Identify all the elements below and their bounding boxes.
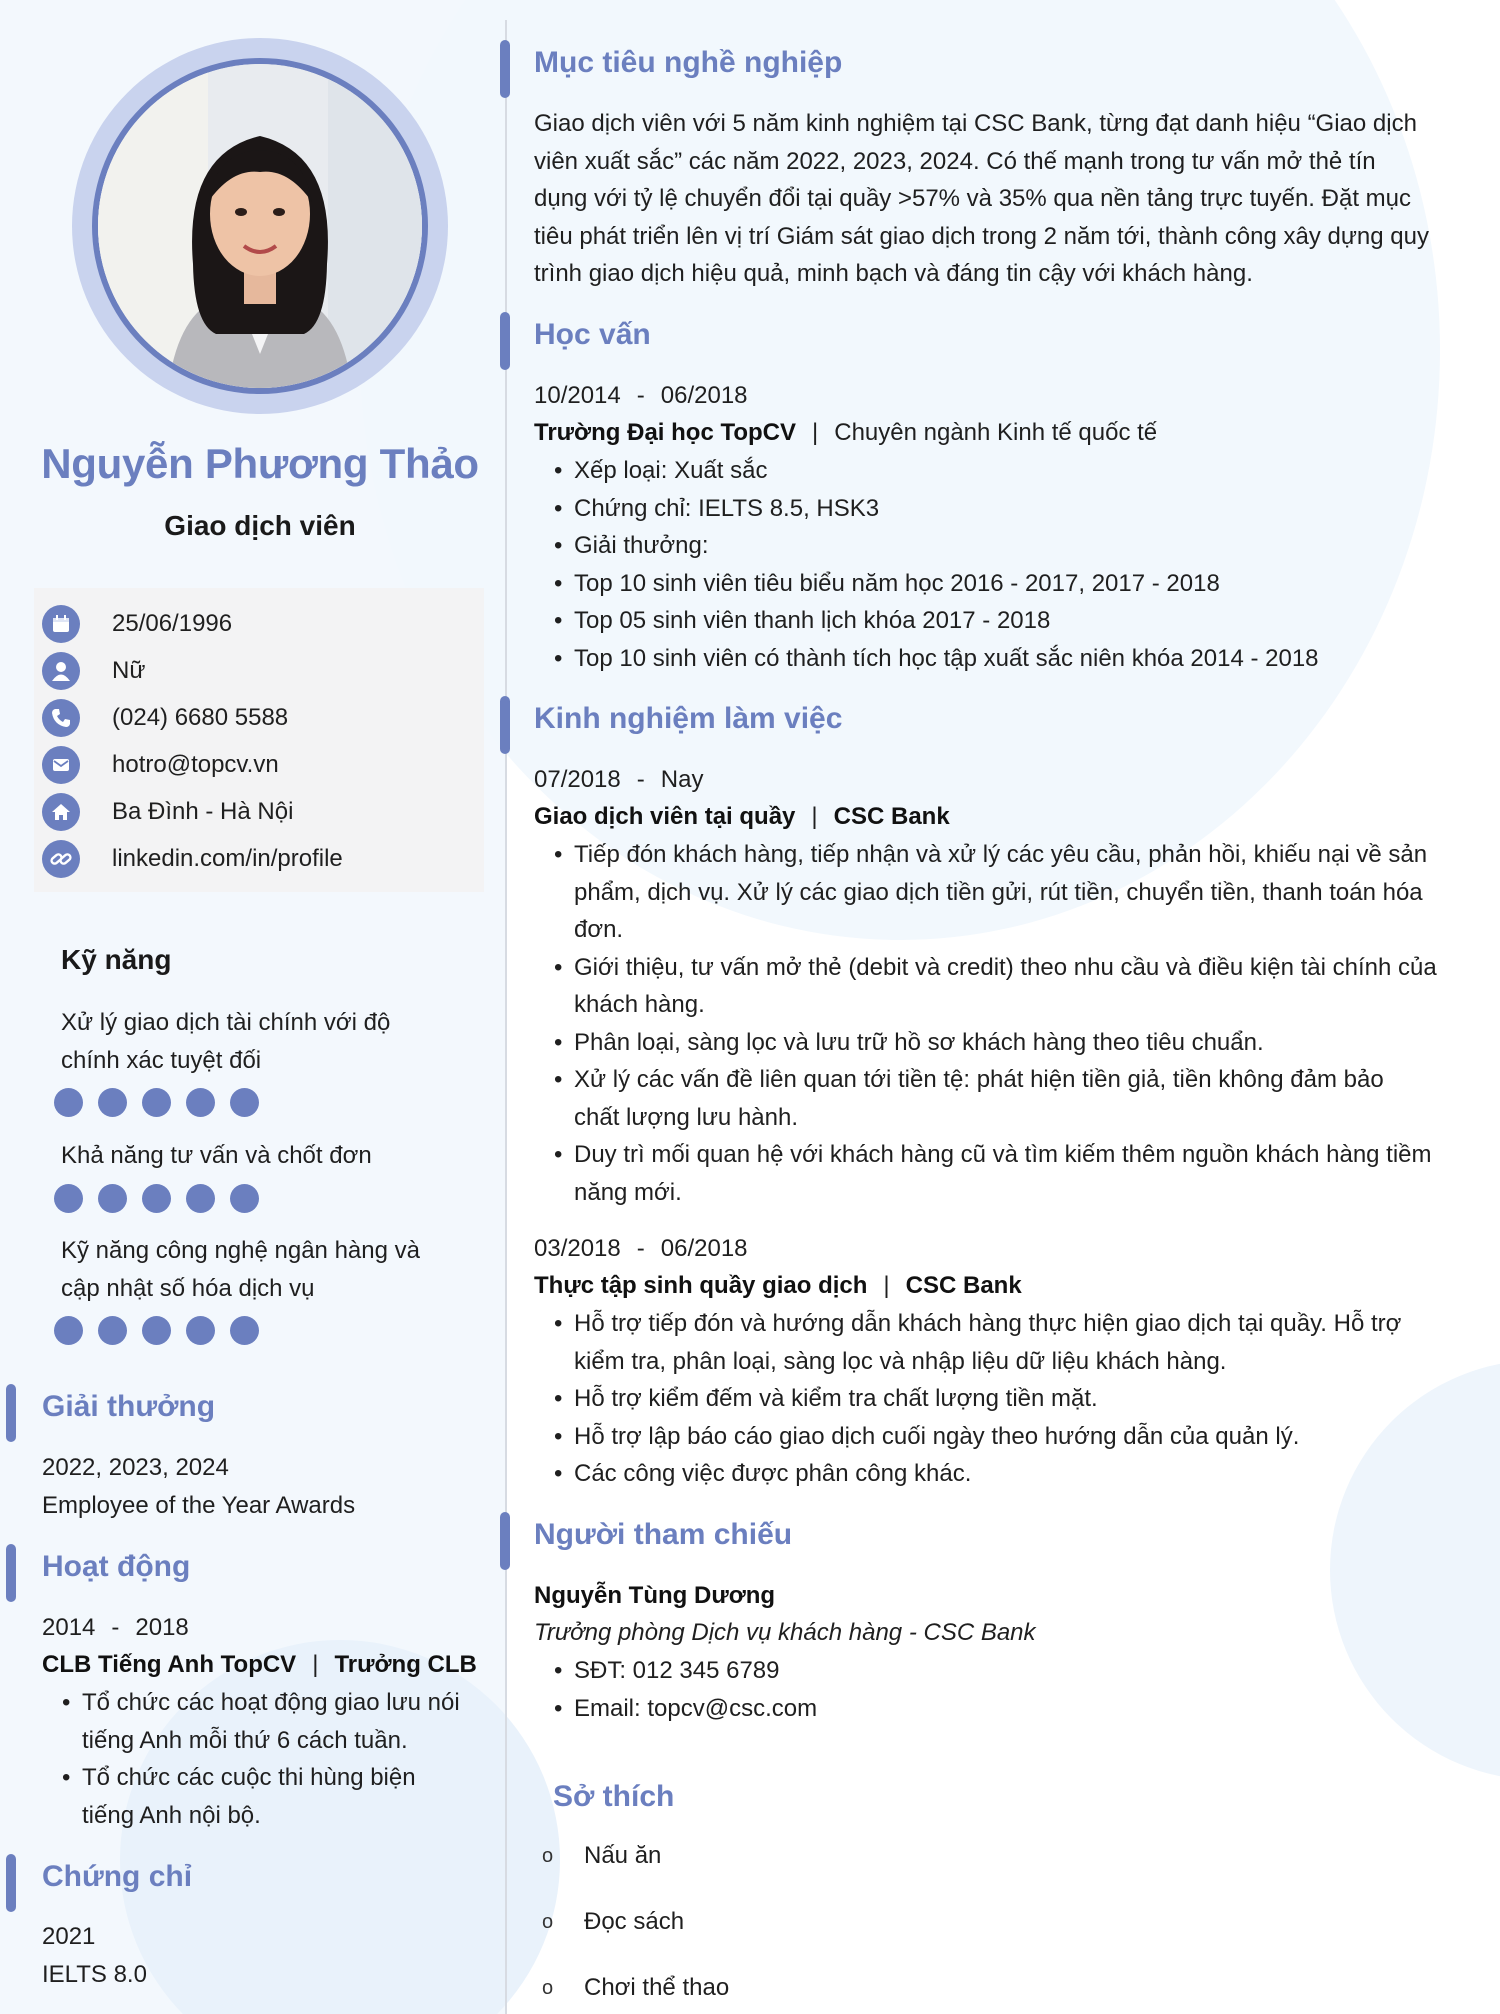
job-bullets bbox=[554, 836, 1457, 1211]
education-dates: 10/2014 - 06/2018 bbox=[534, 382, 748, 409]
section-marker bbox=[500, 1512, 510, 1570]
contact-text: linkedin.com/in/profile bbox=[112, 845, 343, 872]
contact-item-gender bbox=[42, 651, 482, 691]
rating-dot bbox=[142, 1088, 171, 1117]
email-icon bbox=[42, 746, 80, 784]
profile-photo bbox=[98, 64, 422, 388]
candidate-name: Nguyễn Phương Thảo bbox=[41, 440, 479, 487]
section-marker bbox=[6, 1384, 16, 1442]
award-item bbox=[42, 1449, 355, 1525]
job-heading: Giao dịch viên tại quầy | CSC Bank bbox=[534, 803, 950, 830]
contact-item-linkedin[interactable] bbox=[42, 839, 482, 879]
rating-dot bbox=[142, 1184, 171, 1213]
rating-dot bbox=[186, 1088, 215, 1117]
contact-info bbox=[34, 588, 484, 892]
calendar-icon bbox=[42, 605, 80, 643]
list-item: • Email: topcv@csc.com bbox=[554, 1690, 1457, 1728]
award-name: Employee of the Year Awards bbox=[42, 1492, 356, 1519]
certificate-name: IELTS 8.0 bbox=[42, 1961, 147, 1988]
rating-dot bbox=[230, 1316, 259, 1345]
contact-text: hotro@topcv.vn bbox=[112, 751, 279, 778]
skill-name: Xử lý giao dịch tài chính với độ chính xác tuyệt đối bbox=[61, 1009, 391, 1074]
hobbies-title: Sở thích bbox=[553, 1780, 675, 1813]
skill-rating bbox=[54, 1316, 259, 1345]
rating-dot bbox=[54, 1184, 83, 1213]
activity-bullets bbox=[62, 1684, 482, 1834]
list-item: • Giới thiệu, tư vấn mở thẻ (debit và credit) theo nhu cầu và điều kiện tài chính của khách hàng. bbox=[554, 949, 1457, 1024]
link-icon bbox=[42, 840, 80, 878]
list-item: • Hỗ trợ lập báo cáo giao dịch cuối ngày theo hướng dẫn của quản lý. bbox=[554, 1418, 1457, 1456]
education-heading: Trường Đại học TopCV | Chuyên ngành Kinh tế quốc tế bbox=[534, 419, 1158, 446]
certificate-year: 2021 bbox=[42, 1923, 96, 1950]
list-item: • Xử lý các vấn đề liên quan tới tiền tệ: phát hiện tiền giả, tiền không đảm bảo chất lượng lưu hành. bbox=[554, 1061, 1457, 1136]
contact-text: 25/06/1996 bbox=[112, 610, 233, 637]
list-item: • Giải thưởng: bbox=[554, 527, 1457, 565]
activities-title: Hoạt động bbox=[42, 1550, 191, 1583]
objective-title: Mục tiêu nghề nghiệp bbox=[534, 46, 843, 79]
section-marker bbox=[6, 1544, 16, 1602]
education-bullets bbox=[554, 452, 1457, 677]
hobby-item: o Nấu ăn bbox=[542, 1842, 662, 1869]
job-dates: 03/2018 - 06/2018 bbox=[534, 1235, 748, 1262]
contact-item-birthday bbox=[42, 604, 482, 644]
job-bullets bbox=[554, 1305, 1457, 1493]
list-item: • Duy trì mối quan hệ với khách hàng cũ và tìm kiếm thêm nguồn khách hàng tiềm năng mới. bbox=[554, 1136, 1457, 1211]
awards-title: Giải thưởng bbox=[42, 1390, 216, 1423]
job-company: CSC Bank bbox=[833, 803, 950, 830]
rating-dot bbox=[186, 1184, 215, 1213]
activity-position: Trưởng CLB bbox=[334, 1651, 477, 1678]
job-company: CSC Bank bbox=[905, 1272, 1022, 1299]
job-dates: 07/2018 - Nay bbox=[534, 766, 704, 793]
rating-dot bbox=[230, 1184, 259, 1213]
school-name: Trường Đại học TopCV bbox=[534, 419, 796, 446]
contact-item-address bbox=[42, 792, 482, 832]
rating-dot bbox=[54, 1316, 83, 1345]
list-item: • Hỗ trợ tiếp đón và hướng dẫn khách hàng thực hiện giao dịch tại quầy. Hỗ trợ kiểm tra, phân loại, sàng lọc và nhập liệu dữ liệu khách hàng. bbox=[554, 1305, 1457, 1380]
contact-text: Ba Đình - Hà Nội bbox=[112, 798, 294, 825]
hobby-item: o Chơi thể thao bbox=[542, 1974, 730, 2001]
contact-item-phone bbox=[42, 698, 482, 738]
rating-dot bbox=[98, 1316, 127, 1345]
list-item: • Top 10 sinh viên tiêu biểu năm học 2016 - 2017, 2017 - 2018 bbox=[554, 565, 1457, 603]
skills-title: Kỹ năng bbox=[61, 944, 172, 975]
job-heading: Thực tập sinh quầy giao dịch | CSC Bank bbox=[534, 1272, 1022, 1299]
list-item: • Chứng chỉ: IELTS 8.5, HSK3 bbox=[554, 490, 1457, 528]
person-icon bbox=[42, 652, 80, 690]
job-position: Giao dịch viên tại quầy bbox=[534, 803, 796, 830]
rating-dot bbox=[186, 1316, 215, 1345]
certificates-title: Chứng chỉ bbox=[42, 1860, 193, 1893]
rating-dot bbox=[142, 1316, 171, 1345]
section-marker bbox=[500, 696, 510, 754]
candidate-role: Giao dịch viên bbox=[164, 510, 356, 541]
circle-bullet-icon: o bbox=[542, 1910, 554, 1933]
circle-bullet-icon: o bbox=[542, 1844, 554, 1867]
home-icon bbox=[42, 793, 80, 831]
list-item: • Tổ chức các hoạt động giao lưu nói tiếng Anh mỗi thứ 6 cách tuần. bbox=[62, 1684, 482, 1759]
list-item: • Xếp loại: Xuất sắc bbox=[554, 452, 1457, 490]
award-year: 2022, 2023, 2024 bbox=[42, 1454, 229, 1481]
activity-org: CLB Tiếng Anh TopCV bbox=[42, 1651, 297, 1678]
phone-icon bbox=[42, 699, 80, 737]
section-marker bbox=[500, 40, 510, 98]
contact-item-email[interactable] bbox=[42, 745, 482, 785]
rating-dot bbox=[54, 1088, 83, 1117]
rating-dot bbox=[230, 1088, 259, 1117]
objective-text: Giao dịch viên với 5 năm kinh nghiệm tại CSC Bank, từng đạt danh hiệu “Giao dịch viên xuất sắc” các năm 2022, 2023, 2024. Có thế mạnh trong tư vấn mở thẻ tín dụng với tỷ lệ chuyển đổi tại quầy >57% và 35% qua nền tảng trực tuyến. Đặt mục tiêu phát triển lên vị trí Giám sát giao dịch trong 2 năm tới, thành công xây dựng quy trình giao dịch hiệu quả, minh bạch và đáng tin cậy với khách hàng. bbox=[534, 110, 1429, 287]
contact-text: (024) 6680 5588 bbox=[112, 704, 289, 731]
reference-position: Trưởng phòng Dịch vụ khách hàng - CSC Bank bbox=[534, 1619, 1036, 1646]
rating-dot bbox=[98, 1184, 127, 1213]
hobby-item: o Đọc sách bbox=[542, 1908, 685, 1935]
references-title: Người tham chiếu bbox=[534, 1518, 793, 1551]
list-item: • Các công việc được phân công khác. bbox=[554, 1455, 1457, 1493]
skill-rating bbox=[54, 1184, 259, 1213]
experience-title: Kinh nghiệm làm việc bbox=[534, 702, 843, 735]
avatar bbox=[72, 38, 448, 414]
reference-bullets bbox=[554, 1652, 1457, 1727]
skill-name: Kỹ năng công nghệ ngân hàng và cập nhật số hóa dịch vụ bbox=[61, 1237, 420, 1302]
list-item: • Tổ chức các cuộc thi hùng biện tiếng Anh nội bộ. bbox=[62, 1759, 482, 1834]
contact-text: Nữ bbox=[112, 657, 146, 684]
list-item: • SĐT: 012 345 6789 bbox=[554, 1652, 1457, 1690]
rating-dot bbox=[98, 1088, 127, 1117]
reference-name: Nguyễn Tùng Dương bbox=[534, 1582, 776, 1609]
skill-rating bbox=[54, 1088, 259, 1117]
list-item: • Phân loại, sàng lọc và lưu trữ hồ sơ khách hàng theo tiêu chuẩn. bbox=[554, 1024, 1457, 1062]
list-item: • Top 10 sinh viên có thành tích học tập xuất sắc niên khóa 2014 - 2018 bbox=[554, 640, 1457, 678]
activity-heading: CLB Tiếng Anh TopCV | Trưởng CLB bbox=[42, 1651, 477, 1678]
education-title: Học vấn bbox=[534, 318, 651, 351]
list-item: • Tiếp đón khách hàng, tiếp nhận và xử lý các yêu cầu, phản hồi, khiếu nại về sản phẩm, dịch vụ. Xử lý các giao dịch tiền gửi, rút tiền, chuyển tiền, thanh toán hóa đơn. bbox=[554, 836, 1457, 949]
certificate-item bbox=[42, 1918, 147, 1994]
list-item: • Hỗ trợ kiểm đếm và kiểm tra chất lượng tiền mặt. bbox=[554, 1380, 1457, 1418]
section-marker bbox=[6, 1854, 16, 1912]
list-item: • Top 05 sinh viên thanh lịch khóa 2017 - 2018 bbox=[554, 602, 1457, 640]
section-marker bbox=[500, 312, 510, 370]
skill-name: Khả năng tư vấn và chốt đơn bbox=[61, 1142, 372, 1169]
circle-bullet-icon: o bbox=[542, 1976, 554, 1999]
job-position: Thực tập sinh quầy giao dịch bbox=[534, 1272, 868, 1299]
activity-dates: 2014 - 2018 bbox=[42, 1614, 189, 1641]
major: Chuyên ngành Kinh tế quốc tế bbox=[834, 419, 1158, 446]
